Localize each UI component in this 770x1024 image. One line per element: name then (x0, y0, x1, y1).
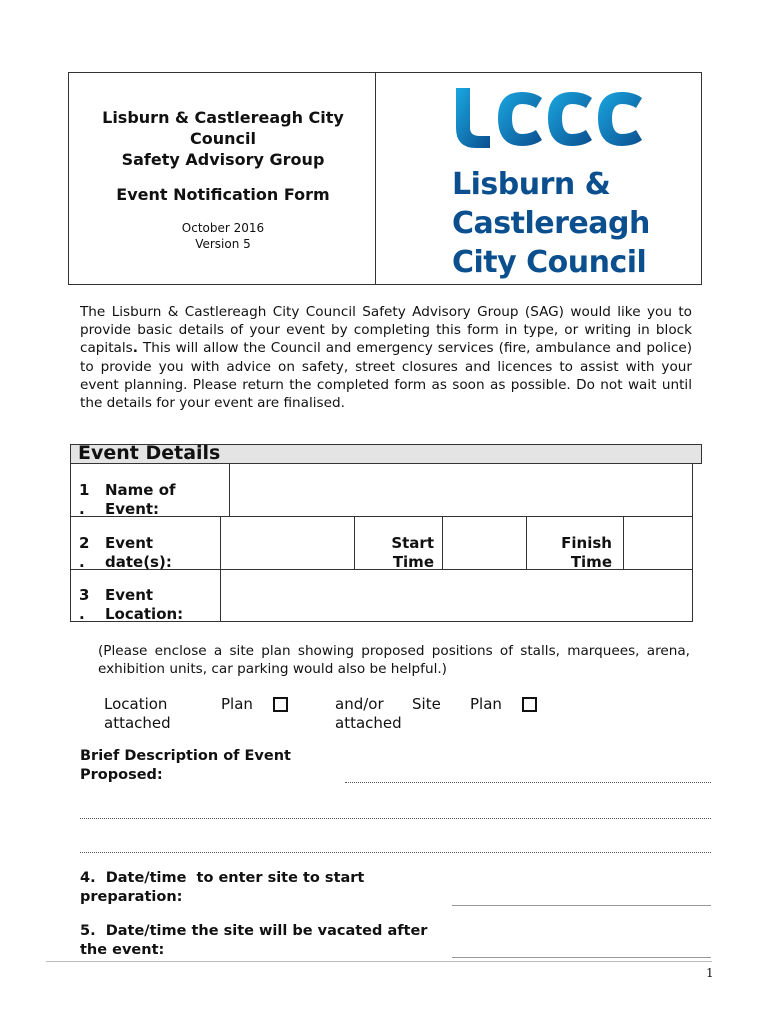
header-divider (375, 72, 376, 285)
q5-label (80, 922, 427, 960)
logo-line-3: City Council (452, 245, 647, 280)
row-2-dot: . (79, 553, 85, 571)
finish-time-field[interactable] (625, 518, 691, 568)
logo-line-2: Castlereagh (452, 206, 650, 241)
form-title: Event Notification Form (116, 185, 330, 204)
description-label-line-2: Proposed: (80, 767, 163, 783)
q4-answer-line[interactable] (452, 905, 711, 906)
org-line-3: Safety Advisory Group (121, 150, 325, 169)
row-1-number (79, 481, 89, 519)
row-2-number (79, 534, 89, 572)
row-1-label-line-2: Event: (105, 500, 160, 518)
andor-word: and/or (335, 695, 384, 713)
finish-label-line-1: Finish (561, 534, 612, 552)
row-2-label-line-2: date(s): (105, 553, 172, 571)
org-line-1: Lisburn & Castlereagh City (102, 108, 344, 127)
location-plan-checkbox[interactable] (273, 697, 288, 712)
attached-word-2: attached (335, 714, 402, 732)
row-2-num: 2 (79, 534, 90, 552)
logo-line-1: Lisburn & (452, 167, 611, 202)
q4-label (80, 869, 364, 907)
row-1-dot: . (79, 500, 85, 518)
site-plan-note: (Please enclose a site plan showing proposed positions of stalls, marquees, arena, exhibition units, car parking would also be helpful.) (98, 643, 690, 678)
col-divider-start (354, 516, 355, 569)
description-line-2[interactable] (80, 818, 711, 819)
col-divider-finish (526, 516, 527, 569)
form-date: October 2016 (181, 221, 265, 235)
row-1-label-line-1: Name of (105, 481, 176, 499)
q5-answer-line[interactable] (452, 957, 711, 958)
intro-part-2: . (132, 340, 138, 357)
attached-word-1: attached (104, 714, 171, 732)
col-divider-start-value (442, 516, 443, 569)
q5-label-line-2: the event: (80, 942, 165, 958)
location-word: Location (104, 695, 168, 713)
row-2-label-line-1: Event (105, 534, 154, 552)
q4-label-line-2: preparation: (80, 889, 183, 905)
page-number: 1 (706, 966, 714, 980)
footer-divider (46, 961, 712, 962)
lccc-monogram-icon (450, 84, 660, 154)
org-line-2: Council (190, 129, 256, 148)
andor-label (335, 695, 402, 733)
description-line-1[interactable] (345, 782, 711, 783)
row-3-dot: . (79, 605, 85, 623)
finish-time-label (528, 534, 612, 572)
start-label-line-2: Time (392, 553, 434, 571)
section-title: Event Details (78, 442, 221, 464)
col-divider-r2r3 (220, 516, 221, 622)
row-1-label (105, 481, 176, 519)
intro-part-1: The Lisburn & Castlereagh City Council Safety Advisory Group (SAG) would like you to provide basic details of your event by completing this form in type, or writing in block capitals (80, 304, 692, 357)
event-location-field[interactable] (222, 571, 691, 621)
row-2-label (105, 534, 172, 572)
plan-word-b: Plan (470, 695, 502, 713)
event-name-field[interactable] (231, 466, 691, 515)
q5-label-line-1: 5. Date/time the site will be vacated after (80, 923, 428, 939)
col-divider-finish-value (623, 516, 624, 569)
q4-label-line-1: 4. Date/time to enter site to start (80, 870, 365, 886)
row-3-number (79, 586, 89, 624)
row-3-num: 3 (79, 586, 90, 604)
row-3-label (105, 586, 183, 624)
event-dates-field[interactable] (222, 518, 353, 568)
description-label (80, 747, 291, 785)
intro-paragraph (80, 303, 692, 412)
lccc-logo (450, 84, 660, 154)
intro-part-3: This will allow the Council and emergency services (fire, ambulance and police) to provide you with advice on safety, street closures and licences to assist with your event planning. Please return the completed form as soon as possible. Do not wait until the details for your event are finalised. (80, 340, 692, 412)
site-word: Site (412, 695, 441, 713)
start-time-field[interactable] (444, 518, 525, 568)
site-plan-checkbox[interactable] (522, 697, 537, 712)
organisation-title (78, 107, 368, 170)
start-time-label (356, 534, 434, 572)
form-meta (78, 220, 368, 252)
start-label-line-1: Start (391, 534, 434, 552)
row-1-num: 1 (79, 481, 90, 499)
col-divider-r1 (229, 464, 230, 516)
row-3-label-line-1: Event (105, 586, 154, 604)
description-label-line-1: Brief Description of Event (80, 748, 291, 764)
finish-label-line-2: Time (570, 553, 612, 571)
location-plan-label (104, 695, 171, 733)
form-version: Version 5 (195, 237, 251, 251)
description-line-3[interactable] (80, 852, 711, 853)
row-3-label-line-2: Location: (105, 605, 184, 623)
plan-word-a: Plan (221, 695, 253, 713)
